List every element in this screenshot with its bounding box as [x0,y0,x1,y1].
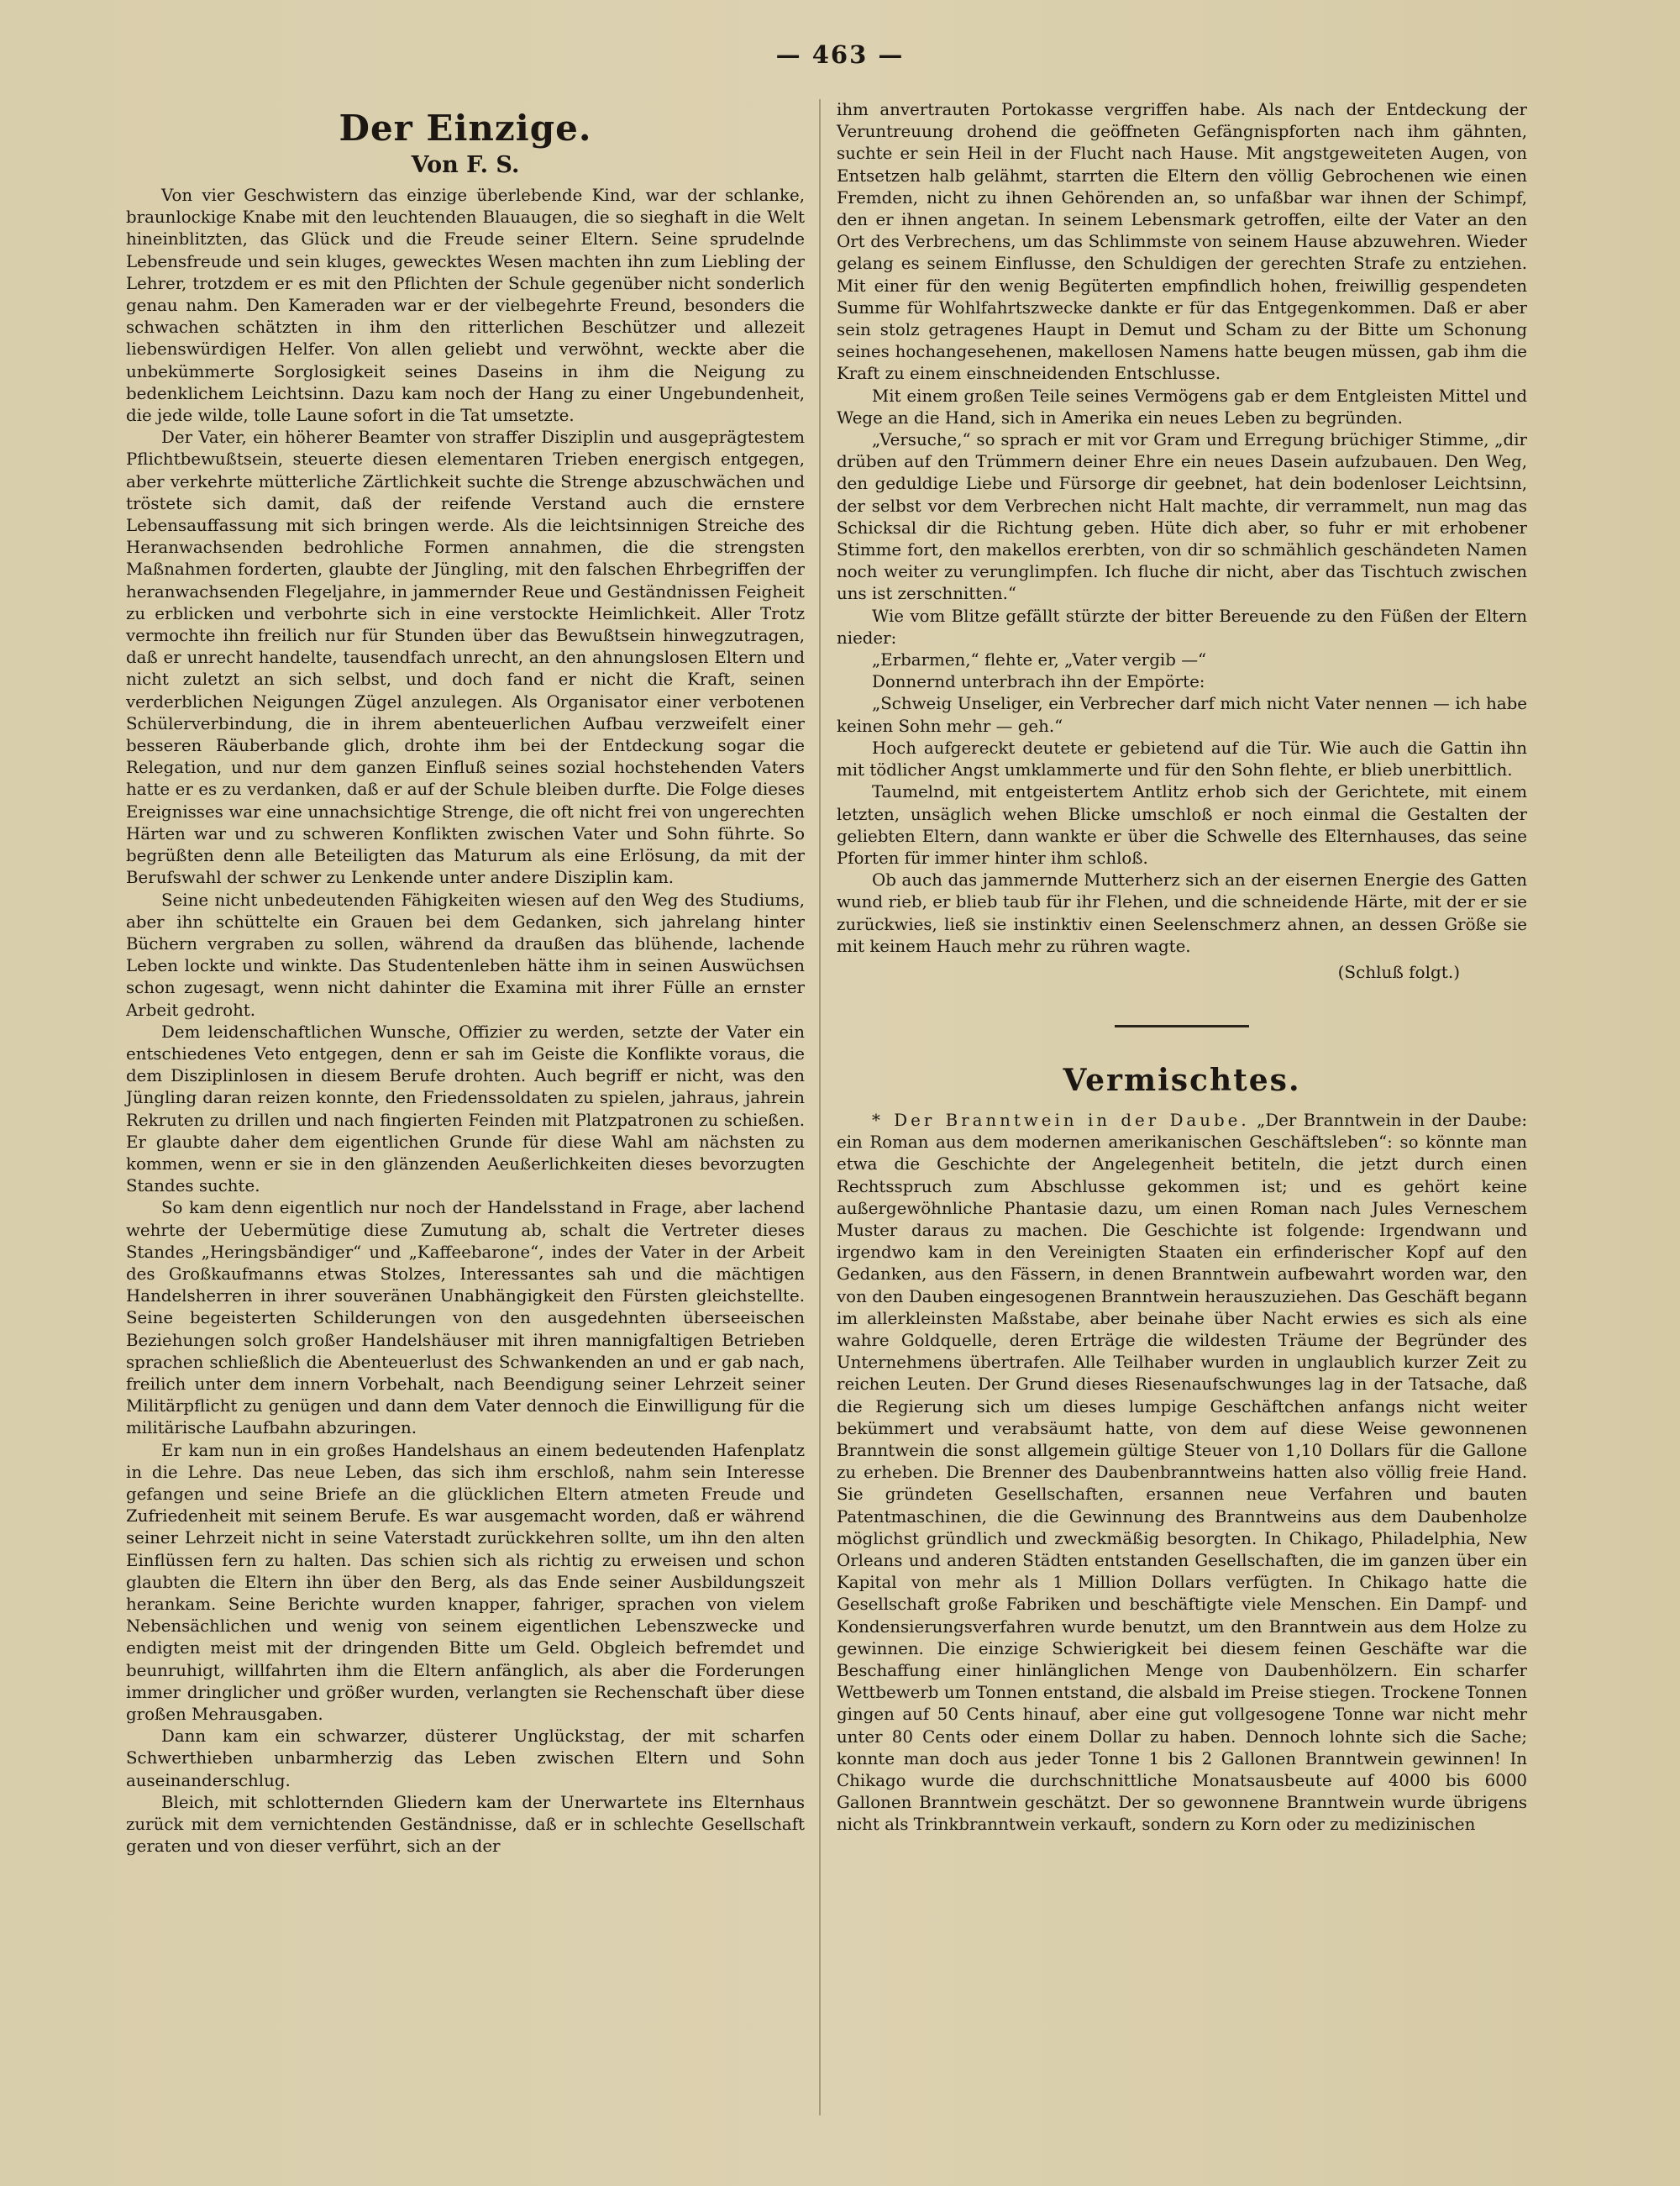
misc-item-text: „Der Branntwein in der Daube: ein Roman aus dem modernen amerikanischen Geschäftsleben“: so könnte man etwa die Geschichte der Angelegenheit betiteln, die jetzt durch einen Rechtsspruch zum Abschlusse gekommen ist; und es gehört keine außergewöhnliche Phantasie dazu, um einen Roman nach Jules Verneschem Muster daraus zu machen. Die Geschichte ist folgende: Irgendwann und irgendwo kam in den Vereinigten Staaten ein erfinderischer Kopf auf den Gedanken, aus den Fässern, in denen Branntwein aufbewahrt worden war, den von den Dauben eingesogenen Branntwein herauszuziehen. Das Geschäft begann im allerkleinsten Maßstabe, aber beinahe über Nacht erwies es sich als eine wahre Goldquelle, deren Erträge die wildesten Träume der Begründer des Unternehmens übertrafen. Alle Teilhaber wurden in unglaublich kurzer Zeit zu reichen Leuten. Der Grund dieses Riesenaufschwunges lag in der Tatsache, daß die Regierung sich um dieses lumpige Geschäftchen anfangs nicht weiter bekümmert und verabsäumt hatte, von dem auf diese Weise gewonnenen Branntwein die sonst allgemein gültige Steuer von 1,10 Dollars für die Gallone zu erheben. Die Brenner des Daubenbranntweins hatten also völlig freie Hand. Sie gründeten Gesellschaften, ersannen neue Verfahren und bauten Patentmaschinen, die die Gewinnung des Branntweins aus dem Daubenholze möglichst gründlich und zweckmäßig besorgten. In Chikago, Philadelphia, New Orleans und anderen Städten entstanden Gesellschaften, die im ganzen über ein Kapital von mehr als 1 Million Dollars verfügten. In Chikago hatte die Gesellschaft große Fabriken und beschäftigte viele Menschen. Ein Dampf- und Kondensierungsverfahren wurde benutzt, um den Branntwein aus dem Holze zu gewinnen. Die einzige Schwierigkeit bei diesem feinen Geschäfte war die Beschaffung einer hinlänglichen Menge von Daubenhölzern. Ein scharfer Wettbewerb um Tonnen entstand, die alsbald im Preise stiegen. Trockene Tonnen gingen auf 50 Cents hinauf, aber eine gut vollgesogene Tonne war nicht mehr unter 80 Cents oder einem Dollar zu haben. Dennoch lohnte sich die Sache; konnte man doch aus jeder Tonne 1 bis 2 Gallonen Branntwein gewinnen! In Chikago wurde die durchschnittliche Monatsausbeute auf 4000 bis 6000 Gallonen Branntwein geschätzt. Der so gewonnene Branntwein wurde übrigens nicht als Trinkbranntwein verkauft, sondern zu Korn oder zu medizinischen [837,1110,1527,1835]
story-paragraph: Dem leidenschaftlichen Wunsche, Offizier zu werden, setzte der Vater ein entschiedenes Veto entgegen, denn er sah im Geiste die Konflikte voraus, die dem Disziplinlosen in diesem Berufe drohten. Auch begriff er nicht, was den Jüngling daran reizen konnte, den Friedenssoldaten zu spielen, jahraus, jahrein Rekruten zu drillen und nach fingierten Feinden mit Platzpatronen zu schießen. Er glaubte daher dem eigentlichen Grunde für diese Wahl am nächsten zu kommen, wenn er sie in den glänzenden Aeußerlichkeiten dieses bevorzugten Standes suchte. [126,1022,805,1196]
story-paragraph: Taumelnd, mit entgeistertem Antlitz erhob sich der Gerichtete, mit einem letzten, unsäglich wehen Blicke umschloß er noch einmal die Gestalten der geliebten Eltern, dann wankte er über die Schwelle des Elternhauses, das seine Pforten für immer hinter ihm schloß. [837,782,1527,868]
story-paragraph: „Versuche,“ so sprach er mit vor Gram und Erregung brüchiger Stimme, „dir drüben auf den Trümmern deiner Ehre ein neues Dasein aufzubauen. Den Weg, den geduldige Liebe und Fürsorge dir geebnet, hat dein bodenloser Leichtsinn, der selbst vor dem Verbrechen nicht Halt machte, dir verrammelt, nun mag das Schicksal dir die Richtung geben. Hüte dich aber, so fuhr er mit erhobener Stimme fort, den makellos ererbten, von dir so schmählich geschändeten Namen noch weiter zu verunglimpfen. Ich fluche dir nicht, aber das Tischtuch zwischen uns ist zerschnitten.“ [837,430,1527,604]
section-title-vermischtes: Vermischtes. [1063,1062,1301,1098]
right-column [837,99,1527,1837]
story-dialogue: Donnernd unterbrach ihn der Empörte: [872,672,1205,692]
story-paragraph: Seine nicht unbedeutenden Fähigkeiten wiesen auf den Weg des Studiums, aber ihn schüttelte ein Grauen bei dem Gedanken, sich jahrelang hinter Büchern vergraben zu sollen, während da draußen das blühende, lachende Leben lockte und winkte. Das Studentenleben hätte ihm in seinen Auswüchsen schon zugesagt, wenn nicht dahinter die Examina mit ihrer Fülle an ernster Arbeit gedroht. [126,890,805,1020]
section-divider [1115,1025,1249,1027]
column-rule [819,99,821,2115]
story-paragraph: Hoch aufgereckt deutete er gebietend auf die Tür. Wie auch die Gattin ihn mit tödlicher Angst umklammerte und für den Sohn flehte, er blieb unerbittlich. [837,738,1527,780]
story-paragraph: Ob auch das jammernde Mutterherz sich an der eisernen Energie des Gatten wund rieb, er blieb taub für ihr Flehen, und die schneidende Härte, mit der er sie zurückwies, ließ sie instinktiv einen Seelenschmerz ahnen, an dessen Größe sie mit keinem Hauch mehr zu rühren wagte. [837,870,1527,956]
misc-item-heading: * Der Branntwein in der Daube. [872,1110,1250,1130]
story-paragraph: Dann kam ein schwarzer, düsterer Unglückstag, der mit scharfen Schwerthieben unbarmherzig das Leben zwischen Eltern und Sohn auseinanderschlug. [126,1726,805,1790]
story-paragraph: ihm anvertrauten Portokasse vergriffen habe. Als nach der Entdeckung der Veruntreuung drohend die geöffneten Gefängnispforten nach ihm gähnten, suchte er sein Heil in der Flucht nach Hause. Mit angstgeweiteten Augen, von Entsetzen halb gelähmt, starrten die Eltern den völlig Gebrochenen wie einen Fremden, nicht zu ihnen Gehörenden an, so unfaßbar war ihnen der Schimpf, den er ihnen angetan. In seinem Lebensmark getroffen, eilte der Vater an den Ort des Verbrechens, um das Schlimmste von seinem Hause abzuwehren. Wieder gelang es seinem Einflusse, den Schuldigen der gerechten Strafe zu entziehen. Mit einer für den wenig Begüterten empfindlich hohen, freiwillig gespendeten Summe für Wohlfahrtszwecke dankte er für das Entgegenkommen. Daß er aber sein stolz getragenes Haupt in Demut und Scham zu der Bitte um Schonung seines hochangesehenen, makellosen Namens hatte beugen müssen, gab ihm die Kraft zu einem einschneidenden Entschlusse. [837,100,1527,384]
story-paragraph: Wie vom Blitze gefällt stürzte der bitter Bereuende zu den Füßen der Eltern nieder: [837,606,1527,648]
story-paragraph: Der Vater, ein höherer Beamter von straffer Disziplin und ausgeprägtestem Pflichtbewußtsein, steuerte diesen elementaren Trieben energisch entgegen, aber verkehrte mütterliche Zärtlichkeit suchte die Strenge abzuschwächen und tröstete sich damit, daß der reifende Verstand auch die ernstere Lebensauffassung mit sich bringen werde. Als die leichtsinnigen Streiche des Heranwachsenden bedrohliche Formen annahmen, die die strengsten Maßnahmen forderten, glaubte der Jüngling, mit den falschen Ehrbegriffen der heranwachsenden Flegeljahre, in jammernder Reue und Geständnissen Feigheit zu erblicken und verbohrte sich in eine verstockte Heimlichkeit. Aller Trotz vermochte ihn freilich nur für Stunden über das Bewußtsein hinwegzutragen, daß er unrecht handelte, tausendfach unrecht, an den ahnungslosen Eltern und nicht zuletzt an sich selbst, und doch fand er nicht die Kraft, seinen verderblichen Neigungen Zügel anzulegen. Als Organisator einer verbotenen Schülerverbindung, die in ihrem abenteuerlichen Aufbau verzweifelt einer besseren Räuberbande glich, drohte ihm bei der Entdeckung sogar die Relegation, und nur dem ganzen Einfluß seines sozial hochstehenden Vaters hatte er es zu verdanken, daß er auf der Schule bleiben durfte. Die Folge dieses Ereignisses war eine unnachsichtige Strenge, die oft nicht frei von ungerechten Härten war und zu schweren Konflikten zwischen Vater und Sohn führte. So begrüßten denn alle Beteiligten das Maturum als eine Erlösung, da mit der Berufswahl der schwer zu Lenkende unter andere Disziplin kam. [126,428,805,888]
story-title: Der Einzige. [339,108,592,149]
story-dialogue: „Erbarmen,“ flehte er, „Vater vergib —“ [872,650,1207,670]
page-number: — 463 — [775,40,905,69]
story-paragraph: Mit einem großen Teile seines Vermögens gab er dem Entgleisten Mittel und Wege an die Hand, sich in Amerika ein neues Leben zu begründen. [837,386,1527,428]
story-paragraph: Von vier Geschwistern das einzige überlebende Kind, war der schlanke, braunlockige Knabe mit den leuchtenden Blauaugen, die so sieghaft in die Welt hineinblitzten, das Glück und die Freude seiner Eltern. Seine sprudelnde Lebensfreude und sein kluges, gewecktes Wesen machten ihn zum Liebling der Lehrer, trotzdem er es mit den Pflichten der Schule gegenüber nicht sonderlich genau nahm. Den Kameraden war er der vielbegehrte Freund, besonders die schwachen schätzten in ihm den ritterlichen Beschützer und allezeit liebenswürdigen Helfer. Von allen geliebt und verwöhnt, weckte aber die unbekümmerte Sorglosigkeit seines Daseins in ihm die Neigung zu bedenklichem Leichtsinn. Dazu kam noch der Hang zu einer Ungebundenheit, die jede wilde, tolle Laune sofort in die Tat umsetzte. [126,186,805,426]
left-column [126,99,805,1858]
story-paragraph: Er kam nun in ein großes Handelshaus an einem bedeutenden Hafenplatz in die Lehre. Das neue Leben, das sich ihm erschloß, nahm sein Interesse gefangen und seine Briefe an die glücklichen Eltern atmeten Freude und Zufriedenheit mit seinem Berufe. Es war ausgemacht worden, daß er während seiner Lehrzeit nicht in seine Vaterstadt zurückkehren sollte, um ihn den alten Einflüssen fern zu halten. Das schien sich als richtig zu erweisen und schon glaubten die Eltern ihn über den Berg, als das Ende seiner Ausbildungszeit herankam. Seine Berichte wurden knapper, fahriger, sprachen von vielem Nebensächlichen und wenig von seinem eigentlichen Lebenszwecke und endigten meist mit der dringenden Bitte um Geld. Obgleich befremdet und beunruhigt, willfahrten ihm die Eltern anfänglich, als aber die Forderungen immer dringlicher und größer wurden, verlangten sie Rechenschaft über diese großen Mehrausgaben. [126,1440,805,1725]
story-paragraph: So kam denn eigentlich nur noch der Handelsstand in Frage, aber lachend wehrte der Uebermütige diese Zumutung ab, schalt die Vertreter dieses Standes „Heringsbändiger“ und „Kaffeebarone“, indes der Vater in der Arbeit des Großkaufmanns etwas Stolzes, Interessantes sah und die mächtigen Handelsherren in ihrer souveränen Unabhängigkeit den Fürsten gleichstellte. Seine begeisterten Schilderungen von den ausgedehnten überseeischen Beziehungen solch großer Handelshäuser mit ihren mannigfaltigen Betrieben sprachen schließlich die Abenteuerlust des Schwankenden an und er gab nach, freilich unter dem innern Vorbehalt, nach Beendigung seiner Lehrzeit seiner Militärpflicht zu genügen und dann dem Vater dennoch die Einwilligung für die militärische Laufbahn abzuringen. [126,1198,805,1438]
story-dialogue: „Schweig Unseliger, ein Verbrecher darf mich nicht Vater nennen — ich habe keinen Sohn mehr — geh.“ [837,694,1527,736]
story-byline: Von F. S. [411,152,520,178]
story-continuation-note: (Schluß folgt.) [1337,961,1460,982]
story-paragraph: Bleich, mit schlotternden Gliedern kam der Unerwartete ins Elternhaus zurück mit dem vernichtenden Geständnisse, daß er in schlechte Gesellschaft geraten und von dieser verführt, sich an der [126,1792,805,1857]
misc-paragraph [837,1110,1527,1837]
